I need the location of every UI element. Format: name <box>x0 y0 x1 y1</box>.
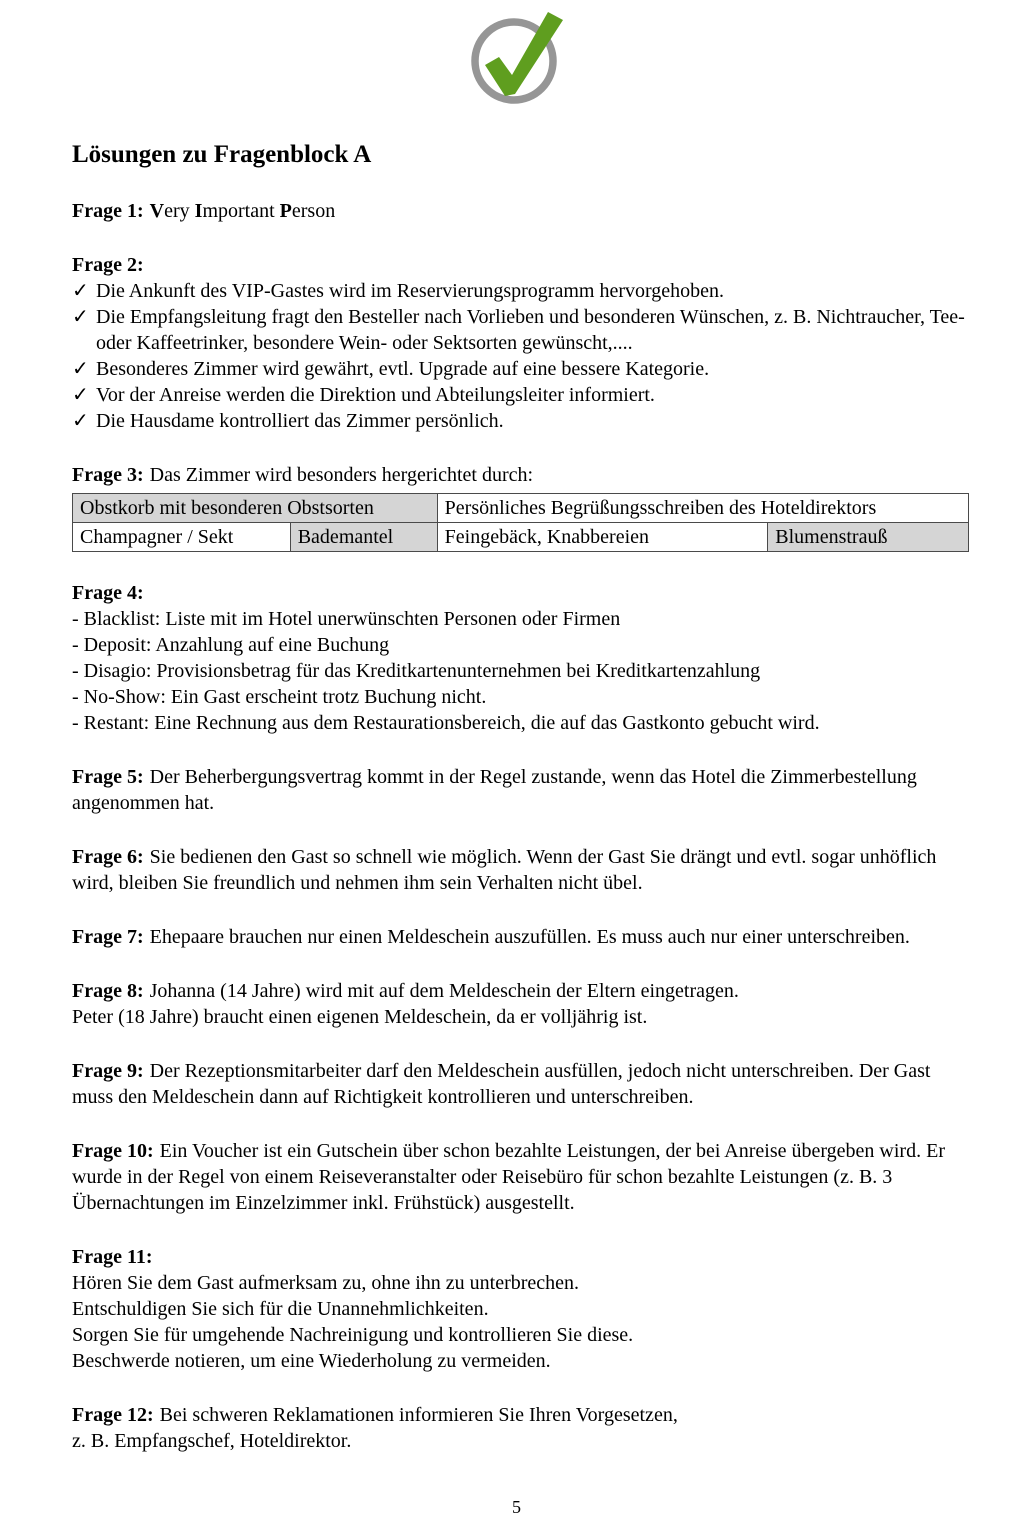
frage-1-text: mportant <box>202 200 280 222</box>
list-item: Entschuldigen Sie sich für die Unannehmlichkeiten. <box>72 1298 489 1320</box>
table-row <box>73 494 969 523</box>
frage-9-text: Der Rezeptionsmitarbeiter darf den Meldeschein ausfüllen, jedoch nicht unterschreiben. Der Gast muss den Meldeschein dann auf Richtigkeit kontrollieren und unterschreiben. <box>72 1060 931 1108</box>
list-item: - No-Show: Ein Gast erscheint trotz Buchung nicht. <box>72 686 487 708</box>
list-item-text: Die Ankunft des VIP-Gastes wird im Reservierungsprogramm hervorgehoben. <box>96 280 725 302</box>
list-item: - Restant: Eine Rechnung aus dem Restaurationsbereich, die auf das Gastkonto gebucht wird. <box>72 712 820 734</box>
list-item-text: Besonderes Zimmer wird gewährt, evtl. Upgrade auf eine bessere Kategorie. <box>96 358 710 380</box>
table-row <box>73 523 969 552</box>
frage-3-text: Das Zimmer wird besonders hergerichtet durch: <box>149 464 534 486</box>
frage-1-text: erson <box>291 200 336 222</box>
frage-10 <box>72 1138 969 1216</box>
frage-8-text: Johanna (14 Jahre) wird mit auf dem Meldeschein der Eltern eingetragen. <box>149 980 739 1002</box>
frage-2 <box>72 252 969 434</box>
list-item <box>72 356 969 382</box>
frage-1-label: Frage 1: <box>72 200 144 222</box>
frage-5-label: Frage 5: <box>72 766 144 788</box>
frage-8-line-1 <box>72 978 969 1004</box>
list-item: - Disagio: Provisionsbetrag für das Kreditkartenunternehmen bei Kreditkartenzahlung <box>72 660 761 682</box>
list-item: Hören Sie dem Gast aufmerksam zu, ohne ihn zu unterbrechen. <box>72 1272 580 1294</box>
frage-3 <box>72 462 969 552</box>
frage-9 <box>72 1058 969 1110</box>
frage-4 <box>72 580 969 736</box>
frage-5 <box>72 764 969 816</box>
table-cell: Blumenstrauß <box>768 523 969 552</box>
list-item: Sorgen Sie für umgehende Nachreinigung und kontrollieren Sie diese. <box>72 1324 634 1346</box>
frage-3-intro <box>72 462 969 488</box>
frage-6-text: Sie bedienen den Gast so schnell wie möglich. Wenn der Gast Sie drängt und evtl. sogar unhöflich wird, bleiben Sie freundlich und nehmen ihm sein Verhalten nicht übel. <box>72 846 937 894</box>
frage-2-label: Frage 2: <box>72 254 144 276</box>
frage-12 <box>72 1402 969 1454</box>
table-cell: Champagner / Sekt <box>73 523 291 552</box>
checkmark-logo-icon <box>458 7 576 109</box>
frage-1-text: ery <box>164 200 195 222</box>
frage-1-bold-v: V <box>149 200 165 222</box>
frage-7-label: Frage 7: <box>72 926 144 948</box>
check-bullet-icon: ✓ <box>72 280 89 302</box>
list-item-text: Vor der Anreise werden die Direktion und Abteilungsleiter informiert. <box>96 384 655 406</box>
frage-1-bold-p: P <box>279 200 292 222</box>
frage-10-text: Ein Voucher ist ein Gutschein über schon bezahlte Leistungen, der bei Anreise übergeben wird. Er wurde in der Regel von einem Reiseveranstalter oder Reisebüro für schon bezahlte Leistungen (z. B. 3 Übernachtungen im Einzelzimmer inkl. Frühstück) ausgestellt. <box>72 1140 945 1214</box>
frage-1-bold-i: I <box>194 200 203 222</box>
list-item <box>72 408 969 434</box>
frage-10-label: Frage 10: <box>72 1140 154 1162</box>
frage-12-line-2: z. B. Empfangschef, Hoteldirektor. <box>72 1430 352 1452</box>
table-cell: Persönliches Begrüßungsschreiben des Hoteldirektors <box>437 494 968 523</box>
frage-4-label: Frage 4: <box>72 582 144 604</box>
table-cell: Feingebäck, Knabbereien <box>437 523 768 552</box>
list-item-text: Die Empfangsleitung fragt den Besteller nach Vorlieben und besonderen Wünschen, z. B. Nichtraucher, Tee- oder Kaffeetrinker, besondere Wein- oder Sektsorten gewünscht,.... <box>96 306 965 354</box>
list-item: Beschwerde notieren, um eine Wiederholung zu vermeiden. <box>72 1350 551 1372</box>
check-bullet-icon: ✓ <box>72 358 89 380</box>
document-content <box>0 140 1033 1454</box>
check-bullet-icon: ✓ <box>72 410 89 432</box>
frage-8 <box>72 978 969 1030</box>
frage-12-line-1 <box>72 1402 969 1428</box>
frage-1 <box>72 198 969 224</box>
table-cell: Bademantel <box>290 523 437 552</box>
check-bullet-icon: ✓ <box>72 306 89 328</box>
frage-5-text: Der Beherbergungsvertrag kommt in der Regel zustande, wenn das Hotel die Zimmerbestellung angenommen hat. <box>72 766 917 814</box>
frage-11-label: Frage 11: <box>72 1246 153 1268</box>
list-item: - Blacklist: Liste mit im Hotel unerwünschten Personen oder Firmen <box>72 608 621 630</box>
frage-8-label: Frage 8: <box>72 980 144 1002</box>
frage-3-label: Frage 3: <box>72 464 144 486</box>
frage-9-label: Frage 9: <box>72 1060 144 1082</box>
list-item <box>72 304 969 356</box>
frage-8-line-2: Peter (18 Jahre) braucht einen eigenen Meldeschein, da er volljährig ist. <box>72 1006 648 1028</box>
frage-12-text: Bei schweren Reklamationen informieren Sie Ihren Vorgesetzen, <box>159 1404 678 1426</box>
frage-11 <box>72 1244 969 1374</box>
frage-6-label: Frage 6: <box>72 846 144 868</box>
list-item-text: Die Hausdame kontrolliert das Zimmer persönlich. <box>96 410 504 432</box>
frage-7 <box>72 924 969 950</box>
frage-12-label: Frage 12: <box>72 1404 154 1426</box>
table-cell: Obstkorb mit besonderen Obstsorten <box>73 494 438 523</box>
frage-3-table <box>72 493 969 552</box>
list-item: - Deposit: Anzahlung auf eine Buchung <box>72 634 390 656</box>
frage-7-text: Ehepaare brauchen nur einen Meldeschein auszufüllen. Es muss auch nur einer unterschreiben. <box>149 926 910 948</box>
list-item <box>72 278 969 304</box>
frage-6 <box>72 844 969 896</box>
logo <box>0 0 1033 106</box>
list-item <box>72 382 969 408</box>
page-number: 5 <box>512 1497 521 1517</box>
page-title: Lösungen zu Fragenblock A <box>72 141 372 168</box>
check-bullet-icon: ✓ <box>72 384 89 406</box>
